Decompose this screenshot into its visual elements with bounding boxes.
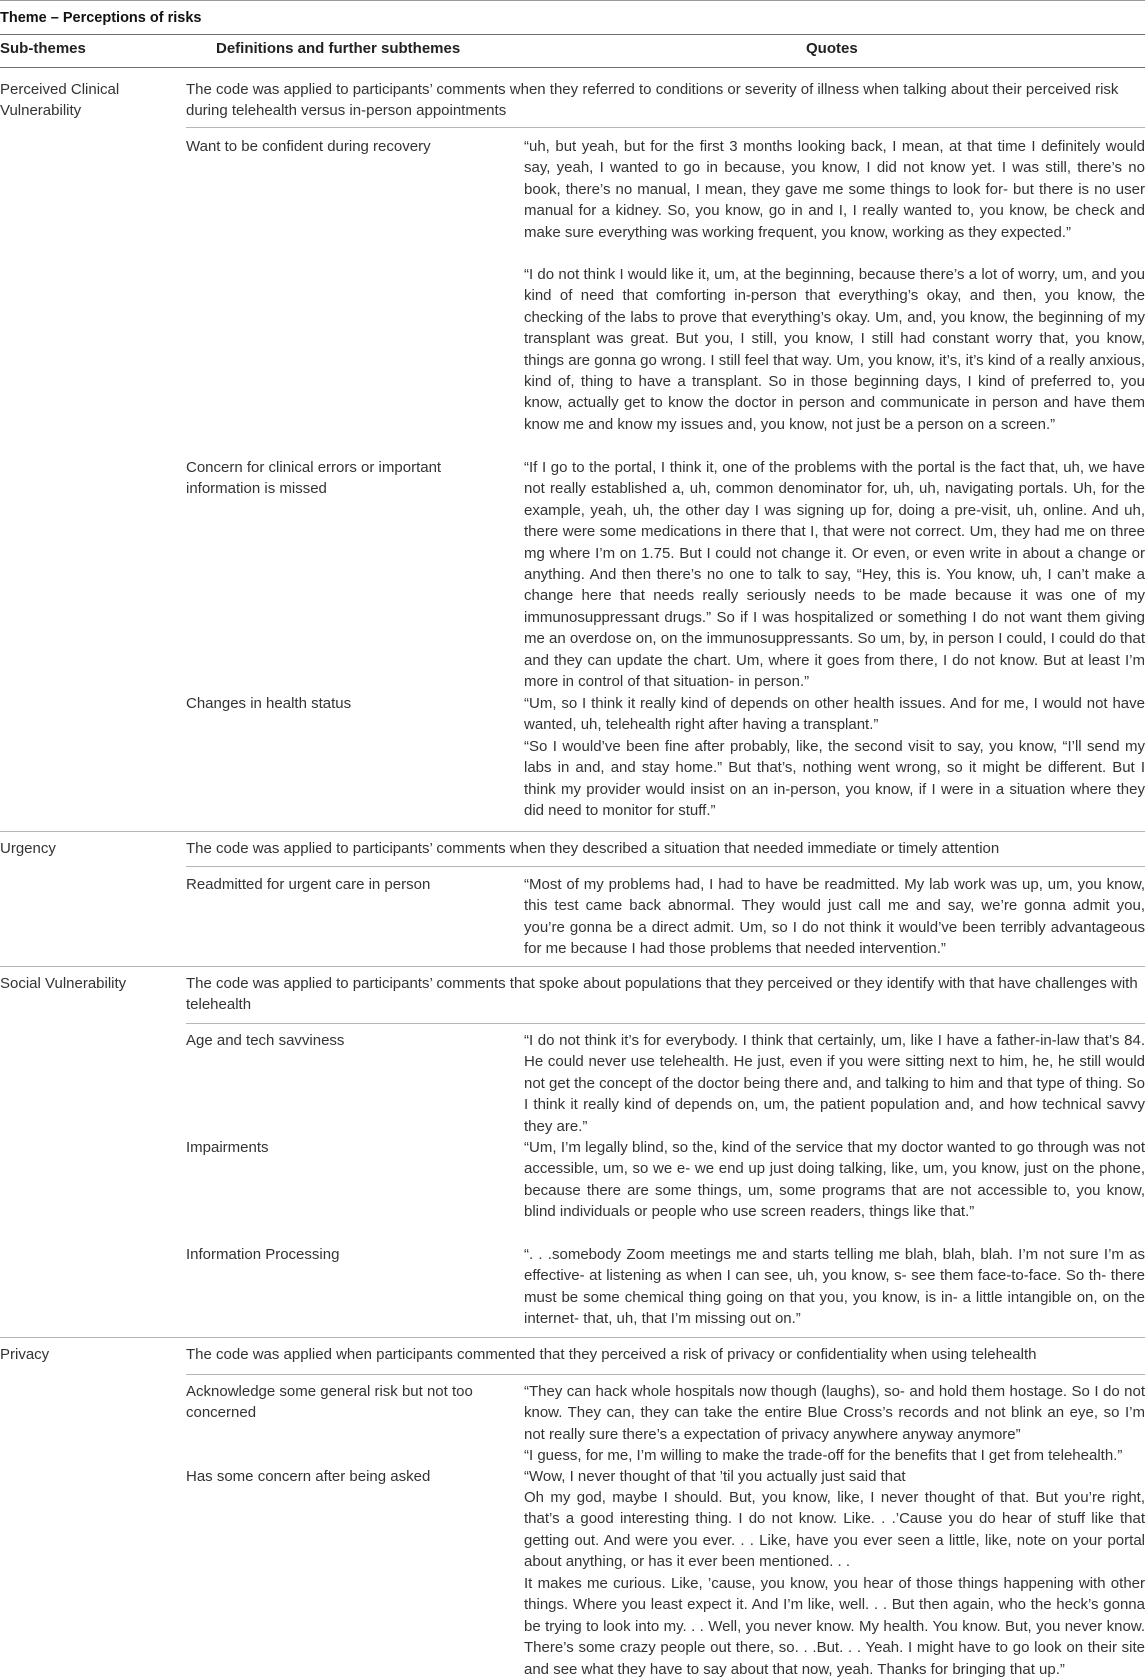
section-rule: [0, 966, 1145, 967]
title-rule: [0, 34, 1145, 35]
header-rule: [0, 67, 1145, 68]
quote: “I do not think it’s for everybody. I think that certainly, um, like I have a father-in-law that’s 84. He could never use telehealth. He just, even if you were sitting next to him, he, he still would not get the concept of the doctor being there and, and talking to him and that type of thing. So I think it really kind of depends on, um, the patient population and, and how technical savvy they are.”: [524, 1032, 1145, 1135]
subtheme-name: Perceived Clinical Vulnerability: [0, 81, 120, 120]
section-definition: The code was applied to participants’ comments that spoke about populations that they perceived or they identify with that have challenges with telehealth: [186, 975, 1138, 1014]
further-subtheme: Changes in health status: [186, 695, 352, 712]
definition-rule: [186, 866, 1145, 867]
quote: “Most of my problems had, I had to have be readmitted. My lab work was up, um, you know, this test came back abnormal. They would just call me and say, we’re gonna admit you, you’re gonna be a direct admit. Um, so I do not think it would’ve been terribly advantageous for me because I had those problems that needed intervention.”: [524, 876, 1145, 958]
quote: Oh my god, maybe I should. But, you know, like, I never thought of that. But you’re right, that’s a good interesting thing. I do not know. Like. . .’Cause you do hear of stuff like that getting out. And were you ever. . . Like, have you ever seen a little, like, note on your portal about anything, or has it ever been mentioned. . .: [524, 1489, 1145, 1571]
quote: “Um, I’m legally blind, so the, kind of the service that my doctor wanted to go through was not accessible, um, so we e- we end up just doing talking, like, um, you know, just on the phone, because there are some things, um, some programs that are not accessible to, you know, blind individuals or people who use screen readers, things like that.”: [524, 1139, 1145, 1221]
header-subthemes: Sub-themes: [0, 40, 86, 57]
quote: “They can hack whole hospitals now though (laughs), so- and hold them hostage. So I do not know. They can, they can take the entire Blue Cross’s records and not blink an eye, so I’m not really sure there’s a expectation of privacy anywhere anyway anymore”: [524, 1383, 1145, 1443]
quote: “uh, but yeah, but for the first 3 months looking back, I mean, at that time I definitely would say, yeah, I wanted to go in because, you know, I did not know yet. I was still, there’s no book, there’s no manual, I mean, they gave me some things to look for- but there is no user manual for a kidney. So, you know, go in and I, I really wanted to, you know, be check and make sure everything was working frequent, you know, working as they expected.”: [524, 138, 1145, 241]
quote: “. . .somebody Zoom meetings me and starts telling me blah, blah, blah. I’m not sure I’m as effective- at listening as when I can see, uh, you know, s- see them face-to-face. So th- there must be some chemical thing going on that you, you know, is in- a little intangible on, on the internet- that, uh, that I’m missing out on.”: [524, 1246, 1145, 1328]
quote: It makes me curious. Like, ’cause, you know, you hear of those things happening with other things. Where you least expect it. And I’m like, well. . . But then again, who the heck’s gonna be trying to look into my. . . Well, you never know. My health. You know. But, you never know. There’s some crazy people out there, so. . .But. . . Yeah. I might have to go look on their site and see what they have to say about that now, yeah. Thanks for bringing that up.”: [524, 1575, 1145, 1678]
quote: “Um, so I think it really kind of depends on other health issues. And for me, I would not have wanted, uh, telehealth right after having a transplant.”: [524, 695, 1145, 734]
further-subtheme: Readmitted for urgent care in person: [186, 876, 431, 893]
quote: “So I would’ve been fine after probably, like, the second visit to say, you know, “I’ll send my labs in and, and stay home.” But that’s, nothing went wrong, so it might be different. But I think my provider would insist on an in-person, you know, if I were in a situation where they did need to monitor for stuff.”: [524, 738, 1145, 820]
further-subtheme: Information Processing: [186, 1246, 340, 1263]
definition-rule: [186, 1023, 1145, 1024]
table-title: Theme – Perceptions of risks: [0, 10, 202, 26]
further-subtheme: Concern for clinical errors or important information is missed: [186, 459, 442, 498]
definition-rule: [186, 1374, 1145, 1375]
section-definition: The code was applied to participants’ comments when they described a situation that needed immediate or timely attention: [186, 840, 1000, 857]
subtheme-name: Privacy: [0, 1346, 50, 1363]
header-definitions: Definitions and further subthemes: [216, 40, 461, 57]
quote: “Wow, I never thought of that ’til you actually just said that: [524, 1468, 906, 1485]
subtheme-name: Social Vulnerability: [0, 975, 127, 992]
quote: “If I go to the portal, I think it, one of the problems with the portal is the fact that, uh, we have not really established a, uh, common denominator for, uh, uh, navigating portals. Uh, for the example, yeah, uh, the other day I was signing up for, doing a pre-visit, uh, online. And uh, there were some medications in there that I, that were not correct. Um, they had me on three mg where I’m on 1.75. But I could not change it. Or even, or even write in about a change or anything. And then there’s no one to talk to say, “Hey, this is. You know, uh, I can’t make a change here that needs really seriously needs to be made because it was one of my immunosuppressant drugs.” So if I was hospitalized or something I do not want them giving me an overdose on, on the immunosuppressants. So um, by, in person I could, I could do that and they can update the chart. Um, where it goes from there, I do not know. But at least I’m more in control of that situation- in person.”: [524, 459, 1145, 691]
section-definition: The code was applied to participants’ comments when they referred to conditions or severity of illness when talking about their perceived risk during telehealth versus in-person appointments: [186, 81, 1119, 120]
further-subtheme: Impairments: [186, 1139, 269, 1156]
quote: “I guess, for me, I’m willing to make the trade-off for the benefits that I get from telehealth.”: [524, 1447, 1123, 1464]
section-rule: [0, 831, 1145, 832]
further-subtheme: Want to be confident during recovery: [186, 138, 431, 155]
further-subtheme: Has some concern after being asked: [186, 1468, 431, 1485]
section-definition: The code was applied when participants commented that they perceived a risk of privacy or confidentiality when using telehealth: [186, 1346, 1037, 1363]
quote: “I do not think I would like it, um, at the beginning, because there’s a lot of worry, um, and you kind of need that comforting in-person that everything’s okay, and then, you know, the checking of the labs to prove that everything’s okay. Um, and, you know, the beginning of my transplant was great. But you, I still, you know, I still had constant worry that, you know, things are gonna go wrong. I still feel that way. Um, you know, it’s, it’s kind of a really anxious, kind of, thing to have a transplant. So in those beginning days, I kind of preferred to, you know, actually get to know the doctor in person and communicate in person and have them know me and know my issues and, you know, not just be a person on a screen.”: [524, 266, 1145, 433]
further-subtheme: Age and tech savviness: [186, 1032, 345, 1049]
definition-rule: [186, 127, 1145, 128]
further-subtheme: Acknowledge some general risk but not too concerned: [186, 1383, 473, 1422]
header-quotes: Quotes: [806, 40, 858, 57]
section-rule: [0, 1337, 1145, 1338]
table-top-rule: [0, 0, 1145, 1]
subtheme-name: Urgency: [0, 840, 56, 857]
